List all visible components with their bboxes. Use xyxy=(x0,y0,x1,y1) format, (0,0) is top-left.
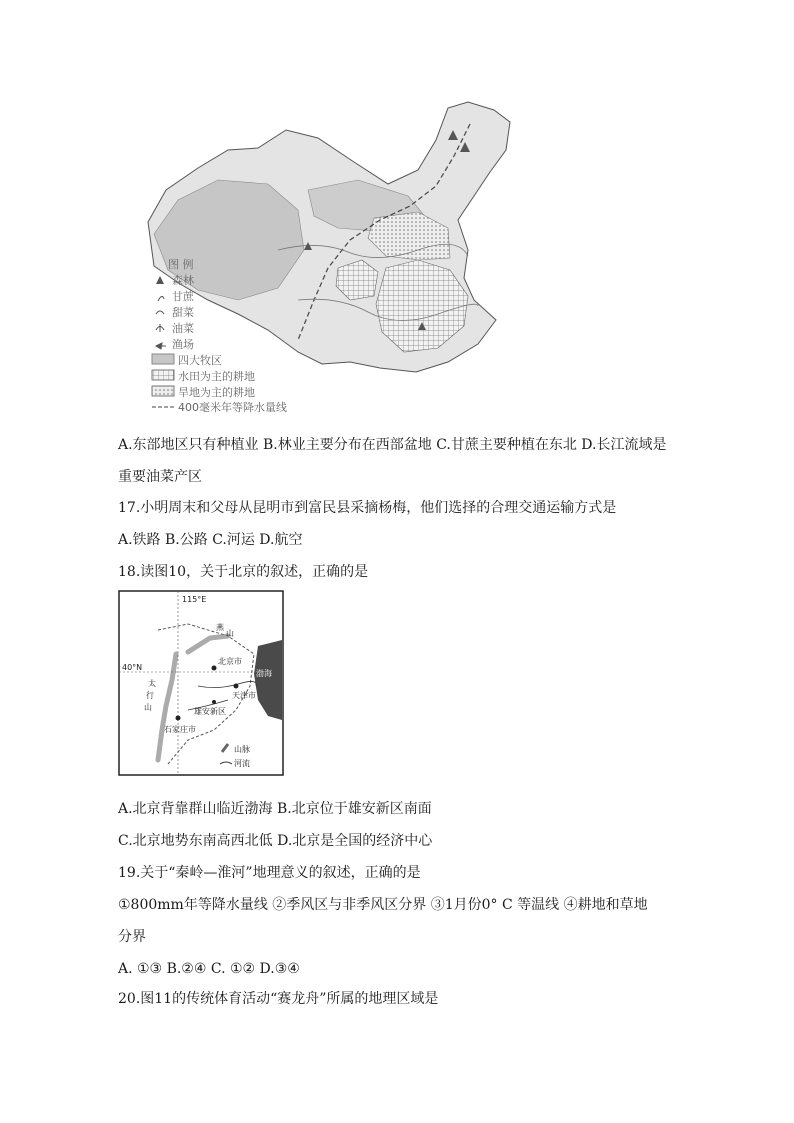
q19-options: A. ①③ B.②④ C. ①② D.③④ xyxy=(118,961,300,977)
q18-option-ab: A.北京背靠群山临近渤海 B.北京位于雄安新区南面 xyxy=(118,801,432,817)
range-char-hang: 行 xyxy=(146,691,154,700)
q16-options-cont: 重要油菜产区 xyxy=(118,469,202,485)
rapeseed-legend-icon xyxy=(156,324,164,332)
range-char-shan2: 山 xyxy=(226,629,234,638)
shijiazhuang-label: 石家庄市 xyxy=(164,725,196,734)
q17-stem: 17.小明周末和父母从昆明市到富民县采摘杨梅，他们选择的合理交通运输方式是 xyxy=(118,500,617,516)
xiongan-dot xyxy=(212,700,216,704)
dryland-legend-swatch xyxy=(152,386,174,396)
range-char-yan: 燕 xyxy=(216,623,224,632)
legend-mountain: 山脉 xyxy=(234,745,250,754)
xiongan-label: 雄安新区 xyxy=(194,707,226,716)
legend-item: 甜菜 xyxy=(172,306,194,319)
legend-river: 河流 xyxy=(234,759,250,768)
legend-item: 森林 xyxy=(172,274,194,287)
legend-item: 四大牧区 xyxy=(178,354,222,367)
q19-statements-cont: 分界 xyxy=(118,929,146,945)
shijiazhuang-dot xyxy=(176,716,181,721)
bohai-label: 渤海 xyxy=(256,669,272,678)
china-agriculture-map xyxy=(118,100,550,418)
legend-item: 水田为主的耕地 xyxy=(178,370,255,383)
sugarcane-legend-icon xyxy=(158,296,164,301)
legend-title: 图 例 xyxy=(168,258,194,271)
tianjin-label: 天津市 xyxy=(232,691,256,700)
legend-item: 旱地为主的耕地 xyxy=(178,386,255,399)
longitude-label: 115°E xyxy=(182,595,207,604)
legend-item: 甘蔗 xyxy=(172,290,194,303)
latitude-label: 40°N xyxy=(122,663,143,672)
legend-item: 400毫米年等降水量线 xyxy=(178,401,287,414)
legend-item: 渔场 xyxy=(172,338,194,351)
q19-stem: 19.关于“秦岭—淮河”地理意义的叙述，正确的是 xyxy=(118,865,421,881)
range-char-shan: 山 xyxy=(144,703,152,712)
tianjin-dot xyxy=(234,684,239,689)
paddy-legend-swatch xyxy=(152,370,174,380)
q17-options: A.铁路 B.公路 C.河运 D.航空 xyxy=(118,532,303,548)
q18-option-cd: C.北京地势东南高西北低 D.北京是全国的经济中心 xyxy=(118,833,433,849)
range-char-tai: 太 xyxy=(148,679,156,688)
q20-stem: 20.图11的传统体育活动“赛龙舟”所属的地理区域是 xyxy=(118,991,439,1007)
pastoral-legend-swatch xyxy=(152,354,174,364)
fishery-legend-icon xyxy=(156,343,166,349)
legend-item: 油菜 xyxy=(172,322,194,335)
q18-stem: 18.读图10，关于北京的叙述，正确的是 xyxy=(118,564,369,580)
beijing-region-map xyxy=(118,590,284,776)
beet-legend-icon xyxy=(156,311,164,314)
beijing-dot xyxy=(212,666,217,671)
beijing-label: 北京市 xyxy=(218,657,242,666)
q16-options: A.东部地区只有种植业 B.林业主要分布在西部盆地 C.甘蔗主要种植在东北 D.长江流域是 xyxy=(118,437,667,453)
forest-legend-icon xyxy=(156,276,164,284)
q19-statements: ①800mm年等降水量线 ②季风区与非季风区分界 ③1月份0° C 等温线 ④耕地和草地 xyxy=(118,897,648,913)
